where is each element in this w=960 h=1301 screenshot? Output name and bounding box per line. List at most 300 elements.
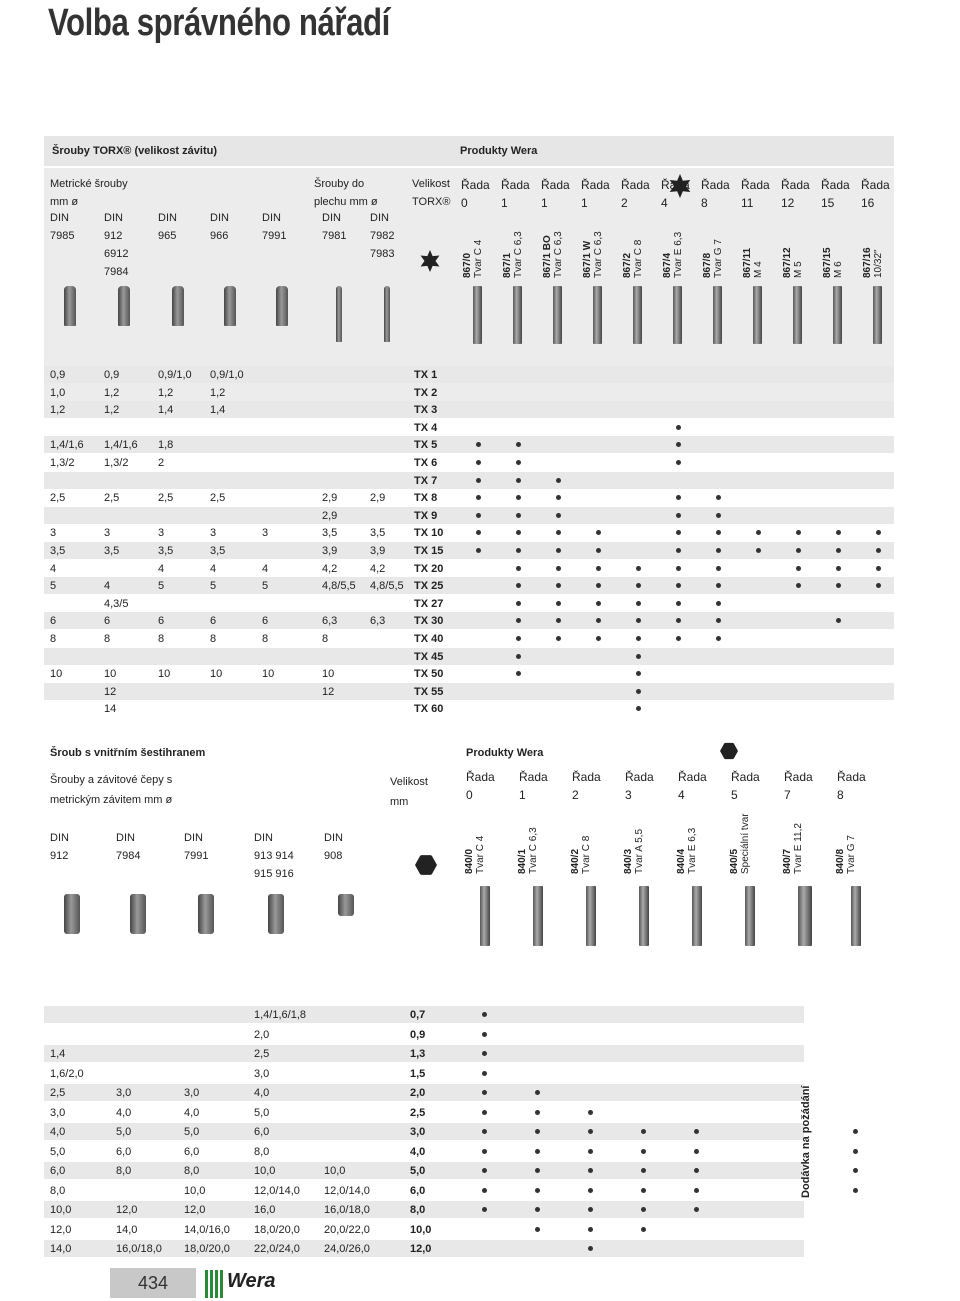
cell-value: 4,0: [116, 1106, 132, 1119]
availability-dot: [636, 583, 641, 588]
bit-code: [462, 240, 484, 278]
cell-value: 12,0/14,0: [254, 1184, 300, 1197]
availability-dot: [636, 654, 641, 659]
screw-image: [198, 894, 214, 934]
cell-value: 10,0: [50, 1204, 72, 1216]
bit-code: [835, 835, 857, 874]
availability-dot: [535, 1090, 540, 1095]
availability-dot: [588, 1188, 593, 1193]
availability-dot: [556, 636, 561, 641]
cell-value: 4: [158, 562, 165, 575]
availability-dot: [636, 706, 641, 711]
page-number: 434: [110, 1268, 196, 1298]
availability-dot: [853, 1129, 858, 1134]
bit-code: [702, 239, 724, 278]
cell-value: 3,5: [104, 545, 120, 557]
cell-value: 10,0: [184, 1184, 206, 1197]
cell-value: 10: [158, 668, 171, 681]
hex-size: 10,0: [410, 1223, 432, 1236]
cell-value: 1,2: [210, 386, 226, 399]
cell-value: 6: [104, 615, 111, 628]
table-row: [44, 1182, 804, 1199]
availability-dot: [876, 548, 881, 553]
cell-value: 12,0: [50, 1223, 72, 1236]
cell-value: 8: [322, 633, 329, 645]
cell-value: 14: [104, 703, 117, 716]
bit-code-shape: Tvar C 6,3: [528, 827, 539, 874]
availability-dot: [476, 495, 481, 500]
screw-image: [130, 894, 146, 934]
bit-code-id: 867/1: [502, 252, 513, 278]
table-row: [44, 648, 894, 665]
cell-value: 2,5: [104, 492, 120, 505]
bit-code-id: 840/2: [570, 848, 581, 874]
cell-value: 1,3/2: [104, 457, 129, 469]
cell-value: 5: [262, 580, 269, 593]
availability-dot: [556, 583, 561, 588]
availability-dot: [836, 583, 841, 588]
rada-label: Řada: [861, 178, 890, 192]
availability-dot: [482, 1149, 487, 1154]
cell-value: 1,3/2: [50, 457, 75, 469]
torx-size: TX 55: [414, 685, 444, 698]
availability-dot: [876, 566, 881, 571]
hex-section: [44, 738, 894, 1255]
rada-number: 4: [678, 788, 685, 802]
availability-dot: [516, 495, 521, 500]
cell-value: 1,4/1,6/1,8: [254, 1009, 306, 1021]
bit-code-id: 867/1 W: [582, 240, 593, 278]
torx-size: TX 40: [414, 633, 444, 645]
rada-number: 15: [821, 196, 835, 210]
availability-dot: [716, 548, 721, 553]
bit-code-shape: Tvar A 5,5: [634, 828, 645, 874]
cell-value: 1,8: [158, 439, 174, 452]
torx-size: TX 3: [414, 404, 438, 417]
availability-dot: [636, 636, 641, 641]
availability-dot: [676, 601, 681, 606]
torx-size: TX 30: [414, 615, 444, 628]
availability-dot: [482, 1207, 487, 1212]
table-row: [44, 1006, 804, 1023]
availability-dot: [676, 495, 681, 500]
availability-dot: [516, 654, 521, 659]
cell-value: 0,9: [104, 369, 120, 381]
bit-code-id: 840/4: [676, 848, 687, 874]
hex-spec-block: [44, 762, 894, 1002]
hex-products-title: Produkty Wera: [466, 747, 544, 759]
table-row: [44, 1104, 804, 1121]
availability-dot: [482, 1071, 487, 1076]
cell-value: 8: [210, 633, 217, 645]
availability-dot: [535, 1227, 540, 1232]
availability-dot: [641, 1227, 646, 1232]
table-row: [44, 1026, 804, 1043]
rada-label: Řada: [581, 178, 610, 192]
hex-section-title: Šroub s vnitřním šestihranem: [50, 747, 206, 759]
din-number: 966: [210, 230, 229, 242]
screw-image: [384, 286, 390, 342]
availability-dot: [516, 442, 521, 447]
bit-code: [676, 828, 698, 874]
table-row: [44, 1201, 804, 1218]
cell-value: 8,0: [116, 1165, 132, 1177]
availability-dot: [516, 636, 521, 641]
brand-name: Wera: [227, 1270, 276, 1292]
table-row: [44, 419, 894, 436]
availability-dot: [556, 478, 561, 483]
availability-dot: [482, 1188, 487, 1193]
cell-value: 4: [104, 580, 111, 593]
availability-dot: [556, 618, 561, 623]
availability-dot: [836, 530, 841, 535]
bit-image: [473, 286, 482, 344]
availability-dot: [556, 566, 561, 571]
availability-dot: [716, 636, 721, 641]
cell-value: 5,0: [184, 1126, 200, 1138]
din-number: 7985: [50, 230, 75, 242]
bit-code-id: 840/3: [623, 848, 634, 874]
rada-label: Řada: [701, 178, 730, 192]
din-number: 7984: [116, 850, 141, 862]
bit-code: [582, 231, 604, 278]
table-row: [44, 454, 894, 471]
bit-code-id: 840/7: [782, 848, 793, 874]
cell-value: 6,3: [322, 615, 338, 628]
torx-header-bar: [44, 136, 894, 166]
table-row: [44, 524, 894, 541]
rada-number: 1: [519, 788, 526, 802]
cell-value: 14,0/16,0: [184, 1223, 230, 1236]
availability-dot: [476, 530, 481, 535]
rada-number: 1: [541, 196, 548, 210]
availability-dot: [641, 1168, 646, 1173]
bit-image: [480, 886, 490, 946]
torx-size: TX 1: [414, 369, 438, 381]
availability-dot: [556, 513, 561, 518]
bit-code-id: 840/8: [835, 848, 846, 874]
screw-image: [224, 286, 236, 326]
rada-label: Řada: [678, 770, 707, 784]
table-row: [44, 366, 894, 383]
cell-value: 1,2: [50, 404, 66, 417]
availability-dot: [476, 442, 481, 447]
table-row: [44, 384, 894, 401]
cell-value: 16,0/18,0: [116, 1243, 162, 1255]
torx-size: TX 60: [414, 703, 444, 716]
availability-dot: [853, 1168, 858, 1173]
availability-dot: [482, 1110, 487, 1115]
bit-image: [553, 286, 562, 344]
cell-value: 8: [50, 633, 57, 645]
cell-value: 3: [262, 527, 269, 540]
din-label: DIN: [116, 832, 135, 844]
cell-value: 4: [262, 562, 269, 575]
availability-dot: [676, 548, 681, 553]
table-row: [44, 665, 894, 682]
rada-label: Řada: [461, 178, 490, 192]
bit-image: [833, 286, 842, 344]
rada-label: Řada: [519, 770, 548, 784]
availability-dot: [836, 566, 841, 571]
torx-size: TX 27: [414, 597, 444, 610]
availability-dot: [482, 1129, 487, 1134]
din-label: DIN: [210, 212, 229, 224]
cell-value: 18,0/20,0: [184, 1243, 230, 1255]
cell-value: 8: [158, 633, 165, 645]
bit-code-id: 840/5: [729, 848, 740, 874]
din-number: 965: [158, 230, 177, 242]
table-row: [44, 1162, 804, 1179]
torx-products-title: Produkty Wera: [460, 145, 538, 157]
torx-size: TX 45: [414, 650, 444, 663]
hex-size: 2,5: [410, 1106, 426, 1119]
bit-image: [586, 886, 596, 946]
availability-dot: [876, 583, 881, 588]
availability-dot: [676, 566, 681, 571]
cell-value: 8: [262, 633, 269, 645]
table-row: [44, 1065, 804, 1082]
availability-dot: [676, 636, 681, 641]
cell-value: 3,9: [322, 545, 338, 557]
availability-dot: [716, 513, 721, 518]
availability-dot: [556, 530, 561, 535]
table-row: [44, 1221, 804, 1238]
availability-dot: [516, 601, 521, 606]
bit-code-id: 867/8: [702, 252, 713, 278]
availability-dot: [676, 442, 681, 447]
cell-value: 12,0: [184, 1204, 206, 1216]
bit-code-shape: Tvar C 4: [473, 239, 484, 278]
bit-image: [639, 886, 649, 946]
availability-dot: [876, 530, 881, 535]
cell-value: 3,5: [322, 527, 338, 540]
cell-value: 12,0/14,0: [324, 1184, 370, 1197]
cell-value: 3,5: [370, 527, 386, 540]
rada-number: 1: [581, 196, 588, 210]
availability-dot: [636, 689, 641, 694]
table-row: [44, 507, 894, 524]
table-row: [44, 612, 894, 629]
rada-number: 0: [466, 788, 473, 802]
bit-image: [673, 286, 682, 344]
availability-dot: [694, 1168, 699, 1173]
rada-number: 4: [661, 196, 668, 210]
hex-size: 5,0: [410, 1165, 426, 1177]
hex-size: 1,5: [410, 1067, 426, 1080]
cell-value: 20,0/22,0: [324, 1223, 370, 1236]
bit-code-id: 867/15: [822, 247, 833, 278]
din-number: 912: [50, 850, 69, 862]
bit-code-id: 867/4: [662, 252, 673, 278]
cell-value: 2,0: [254, 1028, 270, 1041]
wera-logo-icon: [205, 1270, 223, 1298]
cell-value: 2,5: [210, 492, 226, 505]
availability-dot: [516, 460, 521, 465]
rada-number: 1: [501, 196, 508, 210]
din-label: DIN: [322, 212, 341, 224]
availability-dot: [756, 530, 761, 535]
bit-code: [862, 247, 884, 278]
bit-image: [798, 886, 812, 946]
hex-size: 8,0: [410, 1204, 426, 1216]
bit-code: [502, 231, 524, 278]
availability-dot: [796, 530, 801, 535]
cell-value: 3,0: [184, 1087, 200, 1099]
cell-value: 10,0: [324, 1165, 346, 1177]
availability-dot: [716, 566, 721, 571]
table-row: [44, 472, 894, 489]
torx-size: TX 6: [414, 457, 438, 469]
cell-value: 12,0: [116, 1204, 138, 1216]
bit-code: [782, 247, 804, 278]
torx-size: TX 15: [414, 545, 444, 557]
bit-code: [570, 836, 592, 874]
bit-image: [745, 886, 755, 946]
hex-size: 0,7: [410, 1009, 426, 1021]
availability-dot: [476, 478, 481, 483]
availability-dot: [694, 1188, 699, 1193]
din-number: 7991: [262, 230, 287, 242]
table-row: [44, 700, 894, 717]
bit-code-shape: Tvar E 6,3: [687, 827, 698, 874]
screw-image: [172, 286, 184, 326]
cell-value: 10: [104, 668, 117, 681]
torx-size: TX 9: [414, 509, 438, 522]
availability-dot: [588, 1110, 593, 1115]
cell-value: 1,0: [50, 386, 66, 399]
rada-label: Řada: [466, 770, 495, 784]
hex-note: Dodávka na požádání: [800, 1085, 812, 1198]
table-row: [44, 683, 894, 700]
cell-value: 4,2: [322, 562, 338, 575]
cell-value: 6: [158, 615, 165, 628]
bit-code-shape: M 4: [753, 261, 764, 278]
bit-code-id: 867/16: [862, 247, 873, 278]
availability-dot: [694, 1149, 699, 1154]
bit-code-shape: Tvar G 7: [713, 239, 724, 278]
cell-value: 6: [210, 615, 217, 628]
bit-code-shape: M 5: [793, 261, 804, 278]
cell-value: 3,0: [50, 1106, 66, 1119]
table-row: [44, 560, 894, 577]
table-row: [44, 489, 894, 506]
bit-code: [622, 240, 644, 278]
availability-dot: [716, 495, 721, 500]
availability-dot: [676, 425, 681, 430]
availability-dot: [676, 618, 681, 623]
availability-dot: [676, 513, 681, 518]
availability-dot: [516, 513, 521, 518]
cell-value: 4,8/5,5: [370, 580, 404, 593]
availability-dot: [636, 618, 641, 623]
din-label: DIN: [184, 832, 203, 844]
table-row: [44, 401, 894, 418]
bit-image: [692, 886, 702, 946]
availability-dot: [716, 601, 721, 606]
bit-image: [713, 286, 722, 344]
cell-value: 22,0/24,0: [254, 1243, 300, 1255]
cell-value: 2,5: [50, 1087, 66, 1099]
din-number: 908: [324, 850, 343, 862]
bit-code: [623, 829, 645, 874]
hex-size-label-2: mm: [390, 796, 409, 808]
cell-value: 10: [262, 668, 275, 681]
torx-size: TX 2: [414, 386, 438, 399]
availability-dot: [596, 636, 601, 641]
size-label-1: Velikost: [412, 178, 450, 190]
rada-label: Řada: [821, 178, 850, 192]
din-label: DIN: [262, 212, 281, 224]
availability-dot: [853, 1149, 858, 1154]
din-label: DIN: [370, 212, 389, 224]
metric-label: Metrické šrouby: [50, 178, 128, 190]
bit-code-id: 840/0: [464, 848, 475, 874]
screw-image: [276, 286, 288, 326]
cell-value: 5,0: [50, 1145, 66, 1158]
availability-dot: [596, 601, 601, 606]
cell-value: 3,0: [254, 1067, 270, 1080]
cell-value: 4: [50, 562, 57, 575]
availability-dot: [676, 530, 681, 535]
torx-size: TX 8: [414, 492, 438, 505]
hex-label-1: Šrouby a závitové čepy s: [50, 774, 173, 786]
availability-dot: [482, 1090, 487, 1095]
table-row: [44, 630, 894, 647]
cell-value: 5: [50, 580, 57, 593]
mm-label: mm ø: [50, 196, 79, 208]
bit-image: [793, 286, 802, 344]
page-title: Volba správného nářadí: [48, 2, 390, 44]
rada-number: 12: [781, 196, 795, 210]
rada-number: 16: [861, 196, 875, 210]
rada-label: Řada: [621, 178, 650, 192]
rada-number: 8: [701, 196, 708, 210]
bit-code-shape: 10/32": [873, 249, 884, 278]
cell-value: 14,0: [50, 1243, 72, 1255]
availability-dot: [636, 671, 641, 676]
cell-value: 1,4/1,6: [104, 439, 138, 452]
cell-value: 4,8/5,5: [322, 580, 356, 593]
availability-dot: [588, 1227, 593, 1232]
availability-dot: [535, 1110, 540, 1115]
rada-label: Řada: [661, 178, 690, 192]
cell-value: 1,2: [104, 404, 120, 417]
availability-dot: [596, 618, 601, 623]
availability-dot: [641, 1188, 646, 1193]
din-number: 7981: [322, 230, 347, 242]
cell-value: 10: [210, 668, 223, 681]
bit-code-shape: M 6: [833, 261, 844, 278]
cell-value: 18,0/20,0: [254, 1223, 300, 1236]
availability-dot: [641, 1207, 646, 1212]
cell-value: 3: [104, 527, 111, 540]
bit-code: [742, 248, 764, 278]
cell-value: 24,0/26,0: [324, 1243, 370, 1255]
bit-code-id: 840/1: [517, 848, 528, 874]
bit-code-id: 867/0: [462, 252, 473, 278]
bit-code: [729, 813, 751, 874]
rada-number: 2: [621, 196, 628, 210]
cell-value: 3,9: [370, 545, 386, 557]
availability-dot: [535, 1188, 540, 1193]
availability-dot: [516, 583, 521, 588]
bit-code: [822, 247, 844, 278]
table-row: [44, 1123, 804, 1140]
bit-code-shape: Tvar C 6,3: [553, 231, 564, 278]
availability-dot: [641, 1149, 646, 1154]
rada-label: Řada: [541, 178, 570, 192]
